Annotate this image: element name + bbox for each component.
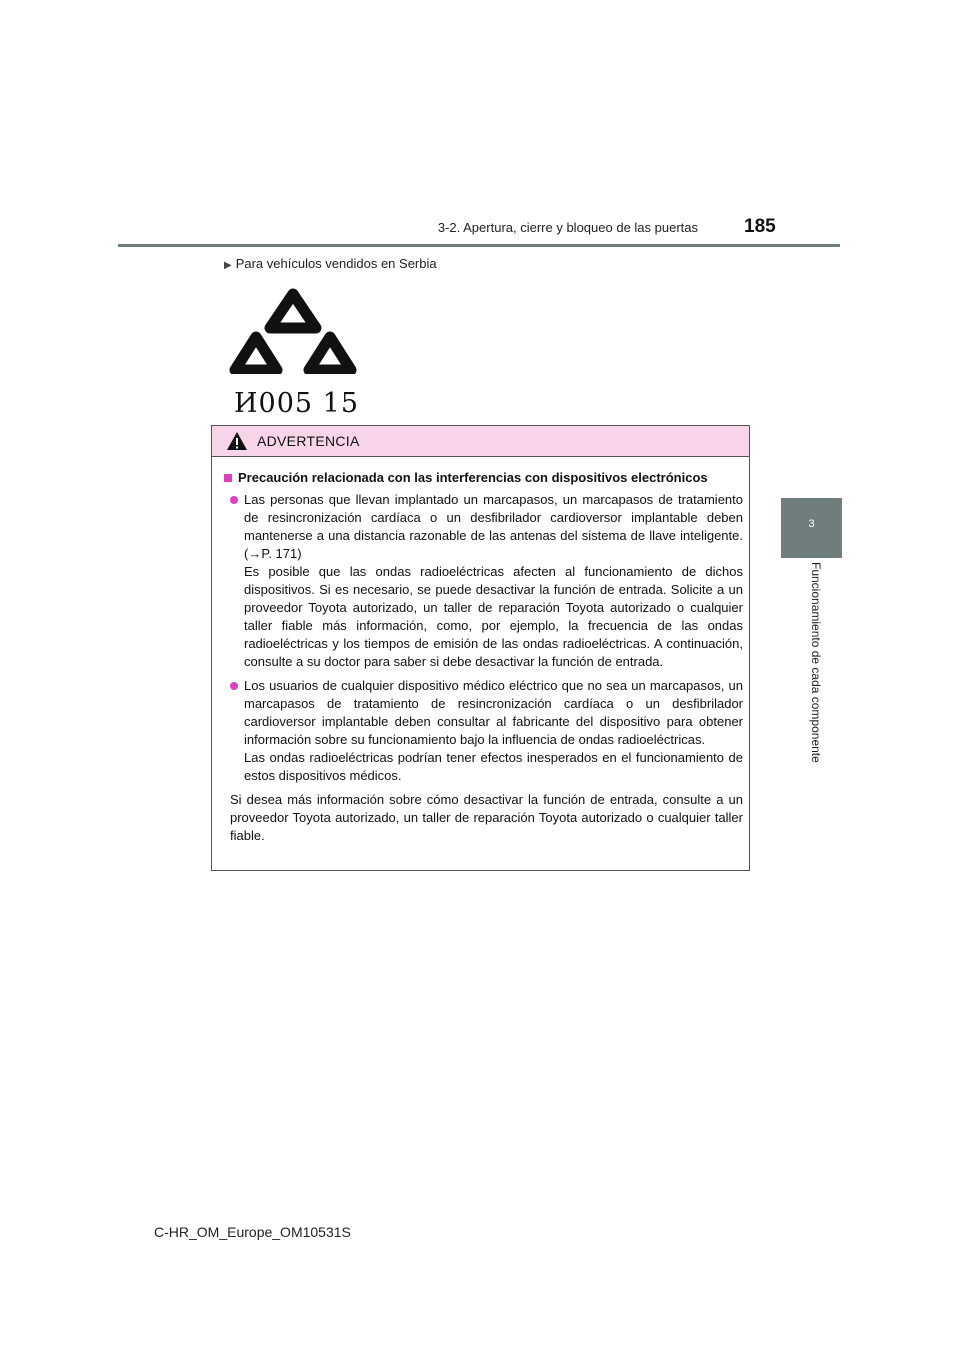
page-number: 185 [744,216,776,237]
arrow-right-icon: ▶ [224,260,232,271]
bullet-paragraph: Las personas que llevan implantado un marcapasos, un marcapasos de tratamiento de resincronización cardíaca o un desfibrilador cardioversor implantable deben mantenerse a una distancia razonable de las antenas del sistema de llave inteligente. (→P. 171) [244,492,743,561]
closing-paragraph: Si desea más información sobre cómo desactivar la función de entrada, consulte a un proveedor Toyota autorizado, un taller de reparación Toyota autorizado o cualquier taller fiable. [230,792,743,843]
bullet-paragraph: Las ondas radioeléctricas podrían tener efectos inesperados en el funcionamiento de estos dispositivos médicos. [244,750,743,783]
chapter-label: Funcionamiento de cada componente [809,562,823,763]
section-heading [224,469,743,487]
chapter-tab [781,498,842,558]
warning-box [211,425,750,871]
triangle-top-icon [270,294,316,328]
subheading-text: Para vehículos vendidos en Serbia [235,256,437,271]
bullet-paragraph: Es posible que las ondas radioeléctricas afecten al funcionamiento de dichos dispositivos. Si es necesario, se puede desactivar la función de entrada. Solicite a un proveedor Toyota autorizado, un taller de reparación Toyota autorizado o cualquier taller fiable más información, como, por ejemplo, la frecuencia de las ondas radioeléctricas y los tiempos de emisión de las ondas radioeléctricas. A continuación, consulte a su doctor para saber si debe desactivar la función de entrada. [244,564,743,669]
chapter-number: 3 [808,518,815,530]
triple-triangle-certification-mark [228,284,358,374]
footer-document-code: C-HR_OM_Europe_OM10531S [154,1224,351,1240]
circle-bullet-icon [230,682,238,690]
warning-title: ADVERTENCIA [257,433,360,449]
warning-body [212,457,749,845]
list-item [226,491,743,671]
list-item [226,677,743,785]
warning-triangle-icon [226,431,248,451]
header-rule [118,244,840,247]
warning-header [212,426,749,457]
certification-code: И005 15 [234,388,360,419]
header-section-title: 3-2. Apertura, cierre y bloqueo de las puertas [437,220,698,235]
bullet-paragraph: Los usuarios de cualquier dispositivo médico eléctrico que no sea un marcapasos, un marcapasos de tratamiento de resincronización cardíaca o un desfibrilador cardioversor implantable deben consultar al fabricante del dispositivo para obtener información sobre su funcionamiento bajo la influencia de ondas radioeléctricas. [244,678,743,747]
square-bullet-icon [224,474,232,482]
section-heading-text: Precaución relacionada con las interferencias con dispositivos electrónicos [238,470,708,485]
circle-bullet-icon [230,496,238,504]
triangle-right-icon [309,337,351,370]
triangle-left-icon [235,337,277,370]
subheading [224,256,437,271]
